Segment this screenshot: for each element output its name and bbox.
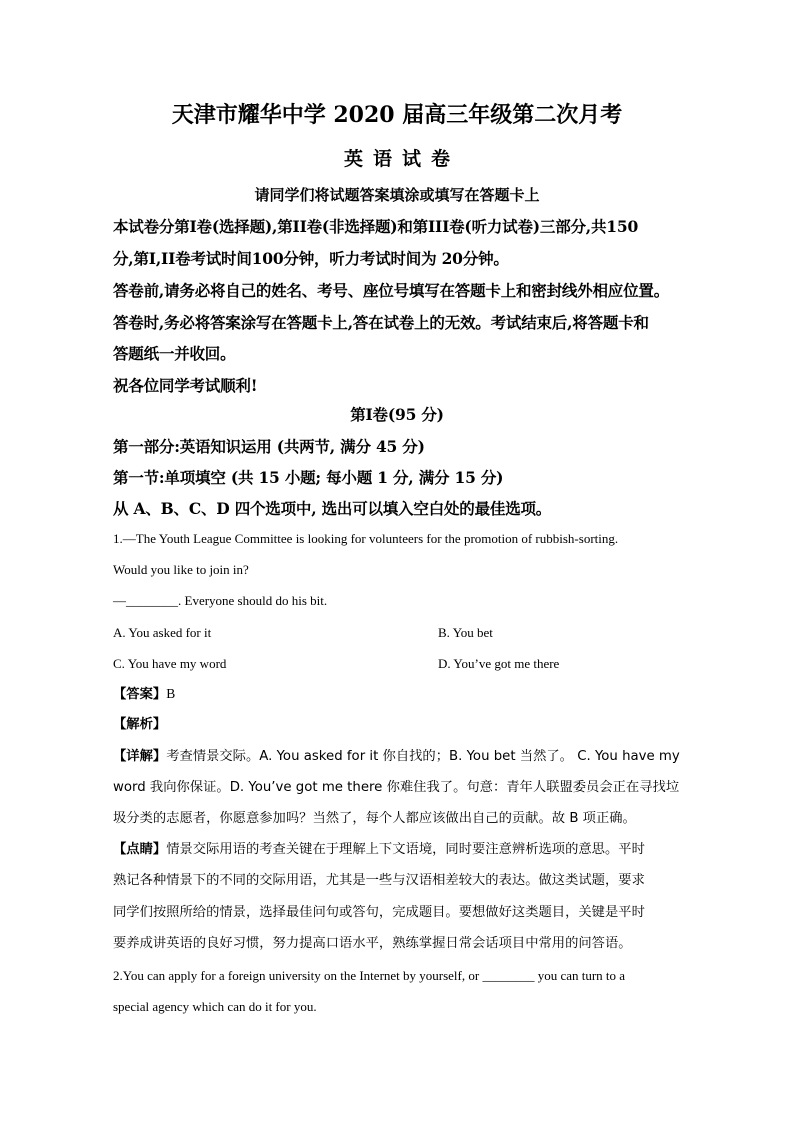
section-directions: 从 A、B、C、D 四个选项中, 选出可以填入空白处的最佳选项。 bbox=[113, 499, 552, 518]
part-one-heading: 第一部分:英语知识运用 (共两节, 满分 45 分) bbox=[113, 437, 425, 456]
section-one-heading: 第一节:单项填空 (共 15 小题; 每小题 1 分, 满分 15 分) bbox=[113, 468, 504, 487]
volume-heading: 第I卷(95 分) bbox=[350, 405, 444, 424]
question-1-stem-line-3: —________. Everyone should do his bit. bbox=[113, 593, 328, 608]
point-tag: 【点睛】 bbox=[113, 842, 167, 857]
question-2-stem-line-2: special agency which can do it for you. bbox=[113, 999, 317, 1014]
answer-tag: 【答案】 bbox=[113, 687, 167, 702]
question-2-stem-line-1: 2.You can apply for a foreign university on the Internet by yourself, or ________ you can turn to a bbox=[113, 968, 626, 983]
question-1-answer bbox=[113, 687, 694, 701]
good-luck-line: 祝各位同学考试顺利! bbox=[113, 376, 258, 395]
answer-value: B bbox=[166, 686, 176, 701]
detail-line-2: word 我向你保证。D. You’ve got me there 你难住我了。句意：青年人联盟委员会正在寻找垃 bbox=[113, 780, 680, 795]
point-line-4: 要养成讲英语的良好习惯，努力提高口语水平，熟练掌握日常会话项目中常用的问答语。 bbox=[113, 936, 632, 951]
question-1-stem-line-2: Would you like to join in? bbox=[113, 562, 249, 577]
point-line-1 bbox=[113, 843, 694, 856]
point-line-3: 同学们按照所给的情景，选择最佳问句或答句，完成题目。要想做好这类题目，关键是平时 bbox=[113, 905, 645, 920]
answer-sheet-notice: 请同学们将试题答案填涂或填写在答题卡上 bbox=[254, 186, 540, 204]
question-1-option-b: B. You bet bbox=[438, 625, 493, 640]
exam-subtitle: 英语试卷 bbox=[343, 148, 460, 170]
detail-tag: 【详解】 bbox=[113, 749, 167, 764]
instructions-line-1: 本试卷分第I卷(选择题),第II卷(非选择题)和第III卷(听力试卷)三部分,共150 bbox=[113, 217, 639, 236]
question-1-option-d: D. You’ve got me there bbox=[438, 656, 560, 671]
instructions-line-5: 答题纸一并收回。 bbox=[113, 344, 236, 363]
question-1-stem-line-1: 1.—The Youth League Committee is looking for volunteers for the promotion of rubbish-sorting. bbox=[113, 531, 619, 546]
instructions-line-3: 答卷前,请务必将自己的姓名、考号、座位号填写在答题卡上和密封线外相应位置。 bbox=[113, 281, 669, 300]
question-1-option-c: C. You have my word bbox=[113, 656, 227, 671]
detail-line-3: 圾分类的志愿者，你愿意参加吗？当然了，每个人都应该做出自己的贡献。故 B 项正确。 bbox=[113, 811, 636, 826]
point-line-2: 熟记各种情景下的不同的交际用语，尤其是一些与汉语相差较大的表达。做这类试题，要求 bbox=[113, 873, 645, 888]
question-1-option-a: A. You asked for it bbox=[113, 625, 212, 640]
detail-line-1 bbox=[113, 750, 694, 763]
exam-title: 天津市耀华中学 2020 届高三年级第二次月考 bbox=[171, 102, 623, 128]
point-text-1: 情景交际用语的考查关键在于理解上下文语境，同时要注意辨析选项的意思。平时 bbox=[166, 842, 645, 857]
detail-text-1: 考查情景交际。A. You asked for it 你自找的；B. You bet 当然了。 C. You have my bbox=[166, 749, 680, 764]
instructions-line-2: 分,第I,II卷考试时间100分钟，听力考试时间为 20分钟。 bbox=[113, 249, 509, 268]
instructions-line-4: 答卷时,务必将答案涂写在答题卡上,答在试卷上的无效。考试结束后,将答题卡和 bbox=[113, 313, 649, 332]
analysis-tag: 【解析】 bbox=[113, 717, 167, 732]
